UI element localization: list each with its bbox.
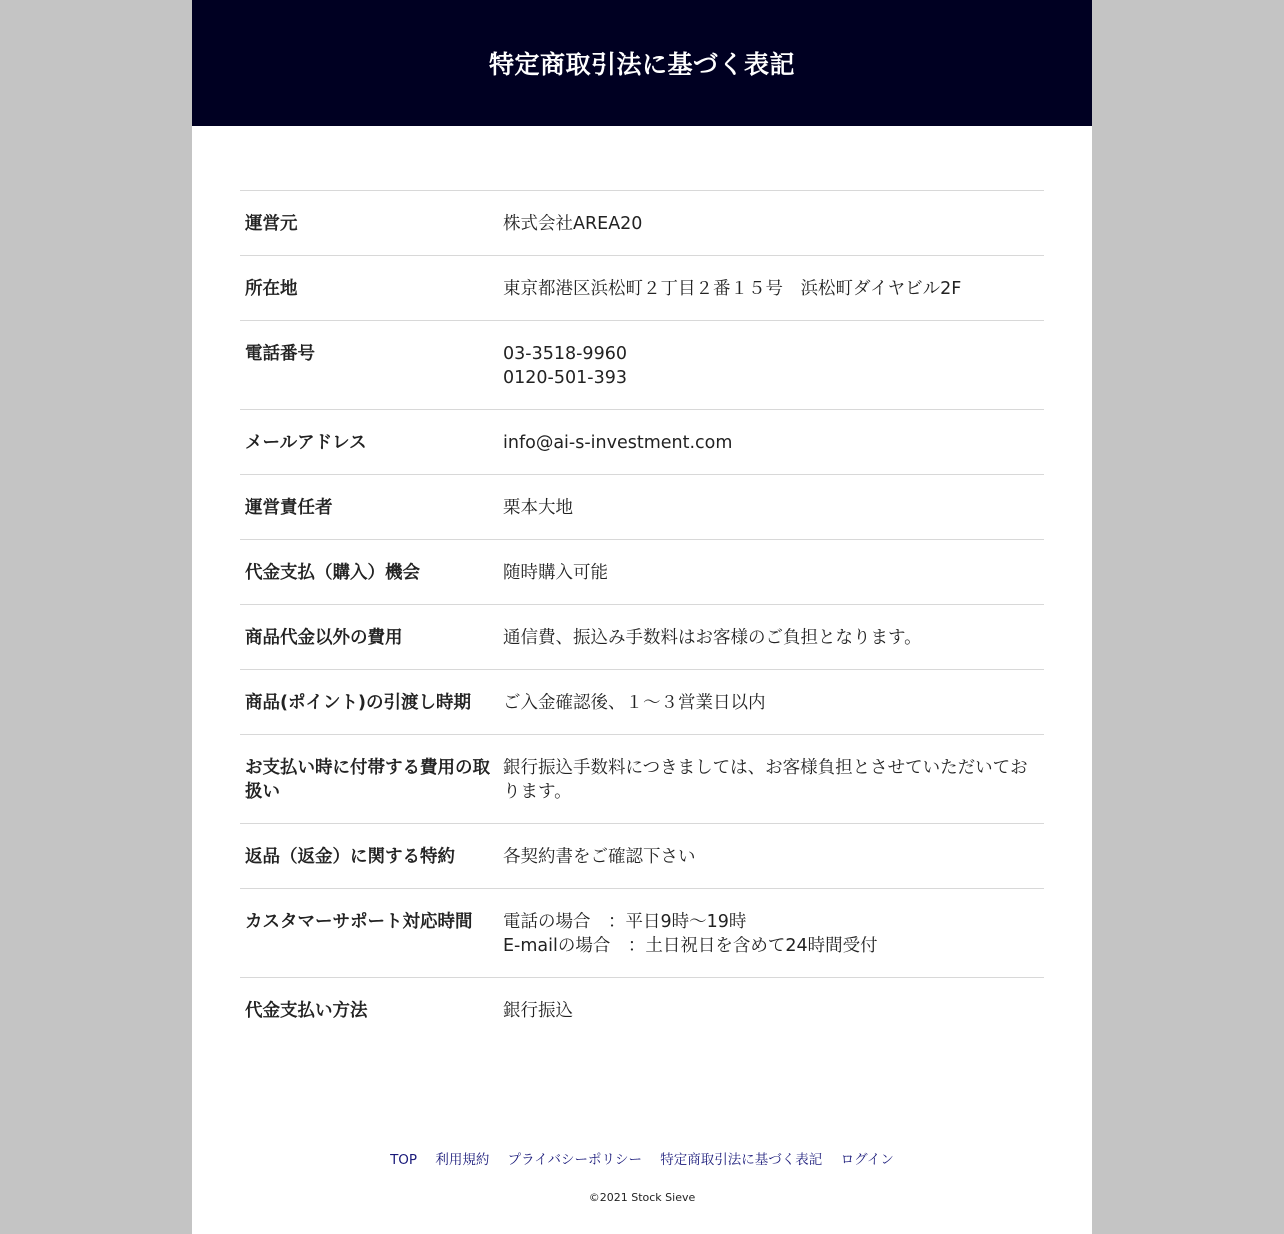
- row-value: [498, 670, 1044, 735]
- table-row: [240, 410, 1044, 475]
- footer-link-login[interactable]: ログイン: [840, 1152, 894, 1168]
- row-label: 運営責任者: [245, 498, 333, 518]
- table-row: [240, 605, 1044, 670]
- table-row: [240, 256, 1044, 321]
- row-value: [498, 978, 1044, 1043]
- row-value: [498, 410, 1044, 475]
- table-row: [240, 735, 1044, 824]
- row-value-line: ご入金確認後、１～３営業日以内: [503, 693, 766, 713]
- row-value: [498, 321, 1044, 410]
- table-row: [240, 889, 1044, 978]
- row-label: 代金支払い方法: [245, 1001, 368, 1021]
- row-value-line: 銀行振込手数料につきましては、お客様負担とさせていただいております。: [503, 758, 1028, 802]
- row-label: 商品代金以外の費用: [245, 628, 403, 648]
- table-row: [240, 540, 1044, 605]
- table-row: [240, 321, 1044, 410]
- row-label: 運営元: [245, 214, 298, 234]
- copyright: ©2021 Stock Sieve: [588, 1191, 696, 1204]
- row-value: [498, 735, 1044, 824]
- row-label: 返品（返金）に関する特約: [245, 847, 455, 867]
- row-value: [498, 256, 1044, 321]
- footer-link-tokushoho[interactable]: 特定商取引法に基づく表記: [660, 1152, 823, 1168]
- row-value-line: 各契約書をご確認下さい: [503, 847, 696, 867]
- row-value: [498, 475, 1044, 540]
- row-value: [498, 540, 1044, 605]
- table-row: [240, 191, 1044, 256]
- page-header: [192, 0, 1092, 126]
- row-value-line: E-mailの場合 ：土日祝日を含めて24時間受付: [503, 936, 878, 956]
- row-label: 商品(ポイント)の引渡し時期: [245, 693, 471, 713]
- footer-link-top[interactable]: TOP: [390, 1152, 418, 1168]
- row-value-line: 東京都港区浜松町２丁目２番１５号 浜松町ダイヤビル2F: [503, 279, 962, 299]
- row-label: 所在地: [245, 279, 298, 299]
- table-row: [240, 670, 1044, 735]
- row-value-line: 03-3518-9960: [503, 344, 627, 364]
- row-label: カスタマーサポート対応時間: [245, 912, 473, 932]
- info-table-wrapper: [240, 190, 1044, 1042]
- table-row: [240, 978, 1044, 1043]
- page: [192, 0, 1092, 1234]
- row-value: [498, 824, 1044, 889]
- row-value: [498, 191, 1044, 256]
- footer-link-privacy[interactable]: プライバシーポリシー: [507, 1152, 642, 1168]
- row-value-line: 栗本大地: [503, 498, 573, 518]
- page-title: 特定商取引法に基づく表記: [488, 50, 795, 79]
- row-value-line: info@ai-s-investment.com: [503, 433, 733, 453]
- row-value-line: 通信費、振込み手数料はお客様のご負担となります。: [503, 628, 922, 648]
- row-value-line: 株式会社AREA20: [503, 214, 643, 234]
- row-label: メールアドレス: [245, 433, 367, 453]
- row-label: お支払い時に付帯する費用の取扱い: [245, 758, 490, 802]
- footer-nav: [192, 1148, 1092, 1168]
- row-value-line: 随時購入可能: [503, 563, 608, 583]
- footer-link-terms[interactable]: 利用規約: [435, 1152, 490, 1168]
- info-table: [240, 190, 1044, 1042]
- row-value: [498, 889, 1044, 978]
- row-value-line: 電話の場合 ：平日9時～19時: [503, 912, 747, 932]
- row-value: [498, 605, 1044, 670]
- row-label: 電話番号: [245, 344, 315, 364]
- table-row: [240, 475, 1044, 540]
- row-value-line: 0120-501-393: [503, 368, 627, 388]
- row-value-line: 銀行振込: [503, 1001, 573, 1021]
- table-row: [240, 824, 1044, 889]
- row-label: 代金支払（購入）機会: [245, 563, 420, 583]
